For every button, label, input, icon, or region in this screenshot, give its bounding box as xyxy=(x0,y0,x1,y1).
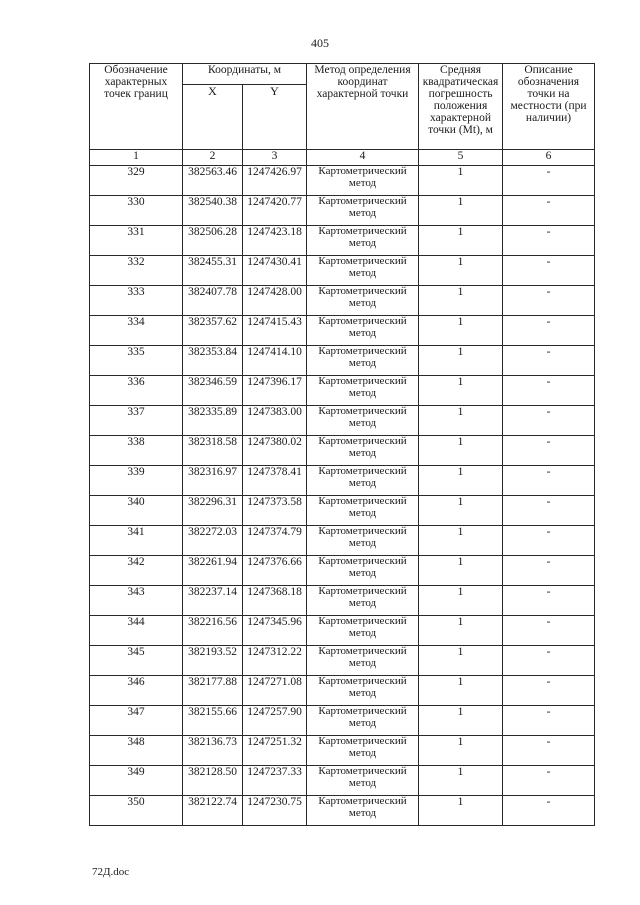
method-cell: Картометрический метод xyxy=(307,226,419,256)
description-cell: - xyxy=(503,166,595,196)
description-cell: - xyxy=(503,316,595,346)
table-row xyxy=(90,316,595,346)
method-cell: Картометрический метод xyxy=(307,256,419,286)
error-cell: 1 xyxy=(419,166,503,196)
x-coordinate-cell: 382128.50 xyxy=(183,766,243,796)
x-coordinate-cell: 382193.52 xyxy=(183,646,243,676)
x-coordinate-cell: 382318.58 xyxy=(183,436,243,466)
point-cell: 338 xyxy=(90,436,183,466)
description-cell: - xyxy=(503,766,595,796)
point-cell: 333 xyxy=(90,286,183,316)
description-cell: - xyxy=(503,466,595,496)
page-number: 405 xyxy=(311,36,329,50)
header-y: Y xyxy=(243,85,307,150)
error-cell: 1 xyxy=(419,586,503,616)
error-cell: 1 xyxy=(419,466,503,496)
method-cell: Картометрический метод xyxy=(307,196,419,226)
method-cell: Картометрический метод xyxy=(307,496,419,526)
y-coordinate-cell: 1247345.96 xyxy=(243,616,307,646)
y-coordinate-cell: 1247380.02 xyxy=(243,436,307,466)
coordinates-table-body xyxy=(90,64,595,826)
table-row xyxy=(90,556,595,586)
point-cell: 348 xyxy=(90,736,183,766)
method-cell: Картометрический метод xyxy=(307,706,419,736)
y-coordinate-cell: 1247415.43 xyxy=(243,316,307,346)
error-cell: 1 xyxy=(419,616,503,646)
point-cell: 340 xyxy=(90,496,183,526)
error-cell: 1 xyxy=(419,256,503,286)
table-row xyxy=(90,526,595,556)
description-cell: - xyxy=(503,256,595,286)
x-coordinate-cell: 382237.14 xyxy=(183,586,243,616)
point-cell: 337 xyxy=(90,406,183,436)
method-cell: Картометрический метод xyxy=(307,616,419,646)
point-cell: 345 xyxy=(90,646,183,676)
y-coordinate-cell: 1247230.75 xyxy=(243,796,307,826)
description-cell: - xyxy=(503,346,595,376)
table-row xyxy=(90,796,595,826)
description-cell: - xyxy=(503,376,595,406)
error-cell: 1 xyxy=(419,556,503,586)
table-row xyxy=(90,436,595,466)
error-cell: 1 xyxy=(419,316,503,346)
header-coordinates: Координаты, м xyxy=(183,64,307,85)
point-cell: 343 xyxy=(90,586,183,616)
method-cell: Картометрический метод xyxy=(307,796,419,826)
x-coordinate-cell: 382346.59 xyxy=(183,376,243,406)
point-cell: 342 xyxy=(90,556,183,586)
column-number: 4 xyxy=(307,150,419,166)
table-row xyxy=(90,736,595,766)
description-cell: - xyxy=(503,556,595,586)
method-cell: Картометрический метод xyxy=(307,646,419,676)
y-coordinate-cell: 1247414.10 xyxy=(243,346,307,376)
table-row xyxy=(90,706,595,736)
table-row xyxy=(90,466,595,496)
error-cell: 1 xyxy=(419,196,503,226)
column-number: 6 xyxy=(503,150,595,166)
description-cell: - xyxy=(503,706,595,736)
error-cell: 1 xyxy=(419,526,503,556)
table-row xyxy=(90,676,595,706)
error-cell: 1 xyxy=(419,286,503,316)
y-coordinate-cell: 1247237.33 xyxy=(243,766,307,796)
header-error: Средняя квадратическая погрешность положения характерной точки (Mt), м xyxy=(419,64,503,150)
x-coordinate-cell: 382136.73 xyxy=(183,736,243,766)
column-numbers-row xyxy=(90,150,595,166)
point-cell: 346 xyxy=(90,676,183,706)
x-coordinate-cell: 382357.62 xyxy=(183,316,243,346)
point-cell: 331 xyxy=(90,226,183,256)
point-cell: 349 xyxy=(90,766,183,796)
point-cell: 339 xyxy=(90,466,183,496)
description-cell: - xyxy=(503,286,595,316)
x-coordinate-cell: 382563.46 xyxy=(183,166,243,196)
y-coordinate-cell: 1247423.18 xyxy=(243,226,307,256)
table-row xyxy=(90,256,595,286)
error-cell: 1 xyxy=(419,406,503,436)
x-coordinate-cell: 382177.88 xyxy=(183,676,243,706)
x-coordinate-cell: 382272.03 xyxy=(183,526,243,556)
x-coordinate-cell: 382506.28 xyxy=(183,226,243,256)
point-cell: 334 xyxy=(90,316,183,346)
table-row xyxy=(90,196,595,226)
table-row xyxy=(90,376,595,406)
point-cell: 335 xyxy=(90,346,183,376)
y-coordinate-cell: 1247426.97 xyxy=(243,166,307,196)
table-row xyxy=(90,646,595,676)
table-row xyxy=(90,286,595,316)
y-coordinate-cell: 1247428.00 xyxy=(243,286,307,316)
description-cell: - xyxy=(503,436,595,466)
error-cell: 1 xyxy=(419,766,503,796)
method-cell: Картометрический метод xyxy=(307,766,419,796)
table-row xyxy=(90,766,595,796)
error-cell: 1 xyxy=(419,226,503,256)
method-cell: Картометрический метод xyxy=(307,406,419,436)
header-method: Метод определения координат характерной точки xyxy=(307,64,419,150)
point-cell: 330 xyxy=(90,196,183,226)
description-cell: - xyxy=(503,496,595,526)
column-number: 5 xyxy=(419,150,503,166)
table-row xyxy=(90,166,595,196)
method-cell: Картометрический метод xyxy=(307,376,419,406)
x-coordinate-cell: 382353.84 xyxy=(183,346,243,376)
y-coordinate-cell: 1247376.66 xyxy=(243,556,307,586)
header-row xyxy=(90,64,595,85)
error-cell: 1 xyxy=(419,436,503,466)
description-cell: - xyxy=(503,196,595,226)
point-cell: 336 xyxy=(90,376,183,406)
description-cell: - xyxy=(503,406,595,436)
coordinates-table xyxy=(89,63,595,826)
x-coordinate-cell: 382216.56 xyxy=(183,616,243,646)
table-row xyxy=(90,496,595,526)
y-coordinate-cell: 1247312.22 xyxy=(243,646,307,676)
description-cell: - xyxy=(503,646,595,676)
method-cell: Картометрический метод xyxy=(307,556,419,586)
description-cell: - xyxy=(503,226,595,256)
x-coordinate-cell: 382540.38 xyxy=(183,196,243,226)
method-cell: Картометрический метод xyxy=(307,466,419,496)
description-cell: - xyxy=(503,676,595,706)
footer-filename: 72Д.doc xyxy=(92,866,130,878)
y-coordinate-cell: 1247383.00 xyxy=(243,406,307,436)
header-description: Описание обозначения точки на местности (при наличии) xyxy=(503,64,595,150)
point-cell: 344 xyxy=(90,616,183,646)
y-coordinate-cell: 1247271.08 xyxy=(243,676,307,706)
x-coordinate-cell: 382122.74 xyxy=(183,796,243,826)
x-coordinate-cell: 382155.66 xyxy=(183,706,243,736)
x-coordinate-cell: 382261.94 xyxy=(183,556,243,586)
x-coordinate-cell: 382316.97 xyxy=(183,466,243,496)
error-cell: 1 xyxy=(419,676,503,706)
method-cell: Картометрический метод xyxy=(307,346,419,376)
method-cell: Картометрический метод xyxy=(307,436,419,466)
y-coordinate-cell: 1247430.41 xyxy=(243,256,307,286)
y-coordinate-cell: 1247257.90 xyxy=(243,706,307,736)
y-coordinate-cell: 1247396.17 xyxy=(243,376,307,406)
column-number: 3 xyxy=(243,150,307,166)
table-row xyxy=(90,586,595,616)
point-cell: 347 xyxy=(90,706,183,736)
error-cell: 1 xyxy=(419,796,503,826)
method-cell: Картометрический метод xyxy=(307,736,419,766)
header-point: Обозначение характерных точек границ xyxy=(90,64,183,150)
table-row xyxy=(90,616,595,646)
error-cell: 1 xyxy=(419,646,503,676)
error-cell: 1 xyxy=(419,346,503,376)
header-x: X xyxy=(183,85,243,150)
y-coordinate-cell: 1247251.32 xyxy=(243,736,307,766)
error-cell: 1 xyxy=(419,736,503,766)
x-coordinate-cell: 382296.31 xyxy=(183,496,243,526)
x-coordinate-cell: 382335.89 xyxy=(183,406,243,436)
description-cell: - xyxy=(503,796,595,826)
description-cell: - xyxy=(503,526,595,556)
method-cell: Картометрический метод xyxy=(307,316,419,346)
column-number: 2 xyxy=(183,150,243,166)
method-cell: Картометрический метод xyxy=(307,676,419,706)
y-coordinate-cell: 1247373.58 xyxy=(243,496,307,526)
y-coordinate-cell: 1247374.79 xyxy=(243,526,307,556)
method-cell: Картометрический метод xyxy=(307,286,419,316)
description-cell: - xyxy=(503,586,595,616)
point-cell: 350 xyxy=(90,796,183,826)
method-cell: Картометрический метод xyxy=(307,586,419,616)
method-cell: Картометрический метод xyxy=(307,166,419,196)
y-coordinate-cell: 1247378.41 xyxy=(243,466,307,496)
method-cell: Картометрический метод xyxy=(307,526,419,556)
column-number: 1 xyxy=(90,150,183,166)
description-cell: - xyxy=(503,736,595,766)
table-row xyxy=(90,346,595,376)
error-cell: 1 xyxy=(419,376,503,406)
x-coordinate-cell: 382455.31 xyxy=(183,256,243,286)
error-cell: 1 xyxy=(419,496,503,526)
error-cell: 1 xyxy=(419,706,503,736)
description-cell: - xyxy=(503,616,595,646)
y-coordinate-cell: 1247420.77 xyxy=(243,196,307,226)
table-row xyxy=(90,226,595,256)
point-cell: 332 xyxy=(90,256,183,286)
point-cell: 341 xyxy=(90,526,183,556)
point-cell: 329 xyxy=(90,166,183,196)
table-row xyxy=(90,406,595,436)
x-coordinate-cell: 382407.78 xyxy=(183,286,243,316)
y-coordinate-cell: 1247368.18 xyxy=(243,586,307,616)
